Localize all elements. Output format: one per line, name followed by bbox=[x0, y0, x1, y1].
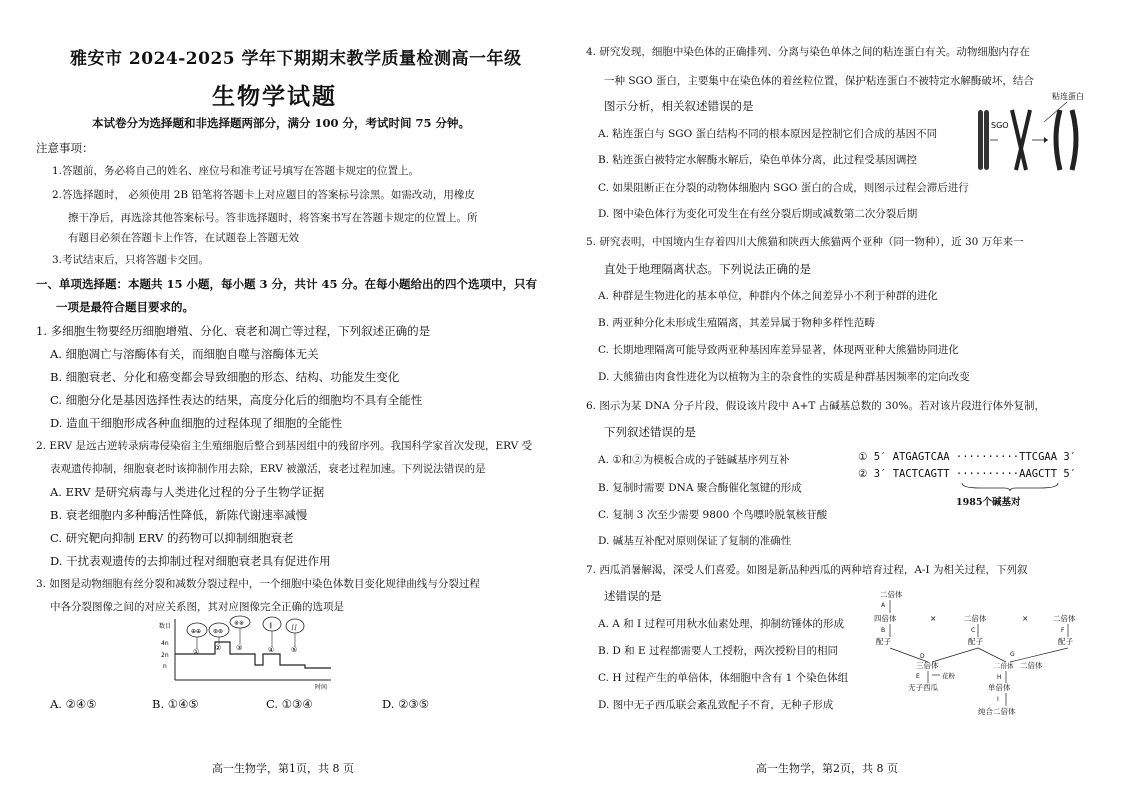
question-3-stem: 3. 如图是动物细胞有丝分裂和减数分裂过程中，一个细胞中染色体数目变化规律曲线与分裂过程 bbox=[36, 578, 480, 590]
node-diploid-g: 二倍体 bbox=[994, 662, 1014, 670]
q5-option-a: A. 种群是生物进化的基本单位，种群内个体之间差异小不利于种群的进化 bbox=[598, 290, 938, 302]
cell-image-3 bbox=[230, 616, 250, 628]
q1-option-b: B. 细胞衰老、分化和癌变都会导致细胞的形态、结构、功能发生变化 bbox=[50, 370, 400, 384]
cell-image-4 bbox=[263, 617, 281, 631]
node-gamete-right: 配子 bbox=[1058, 637, 1073, 646]
q4-option-b: B. 粘连蛋白被特定水解酶水解后，染色单体分离，此过程受基因调控 bbox=[598, 154, 917, 166]
step-a: A bbox=[881, 602, 886, 609]
q1-option-c: C. 细胞分化是基因选择性表达的结果，高度分化后的细胞均不具有全能性 bbox=[50, 393, 423, 407]
q5-option-b: B. 两亚种分化未形成生殖隔离，其差异属于物种多样性范畴 bbox=[598, 317, 875, 329]
node-tetraploid: 四倍体 bbox=[874, 614, 897, 623]
section-heading: 一、单项选择题：本题共 15 小题，每小题 3 分，共计 45 分。在每小题给出的四个选项中，只有 bbox=[36, 277, 538, 291]
q2-option-c: C. 研究靶向抑制 ERV 的药物可以抑制细胞衰老 bbox=[50, 531, 294, 545]
dna-strand-1: ① 5′ ATGAGTCAA ··········TTCGAA 3′ bbox=[858, 451, 1077, 463]
cohesin-label: 粘连蛋白 bbox=[1052, 92, 1084, 101]
marker-2: ② bbox=[215, 644, 222, 652]
q3-option-a: A. ②④⑤ bbox=[50, 697, 97, 711]
node-diploid-top: 二倍体 bbox=[880, 590, 903, 599]
q5-option-d: D. 大熊猫由肉食性进化为以植物为主的杂食性的实质是种群基因频率的定向改变 bbox=[598, 371, 970, 383]
step-g: G bbox=[1010, 651, 1015, 658]
y-axis-label: 数目 bbox=[159, 623, 172, 630]
q1-option-d: D. 造血干细胞形成各种血细胞的过程体现了细胞的全能性 bbox=[50, 416, 343, 430]
step-h: H bbox=[997, 674, 1002, 681]
y-tick-n: n bbox=[163, 663, 167, 670]
cross-1: × bbox=[930, 614, 937, 623]
chromosome-pair-2 bbox=[1012, 110, 1030, 170]
node-pollen: 花粉 bbox=[942, 672, 955, 680]
step-i: I bbox=[997, 696, 999, 703]
question-5-stem: 直处于地理隔离状态。下列说法正确的是 bbox=[604, 262, 811, 276]
step-d: D bbox=[920, 653, 925, 660]
exam-intro: 本试卷分为选择题和非选择题两部分，满分 100 分，考试时间 75 分钟。 bbox=[92, 116, 471, 130]
base-pair-count: 1985个碱基对 bbox=[956, 497, 1021, 508]
chromosome-curve-diagram bbox=[155, 614, 335, 694]
q7-option-b: B. D 和 E 过程都需要人工授粉，两次授粉目的相同 bbox=[598, 645, 838, 657]
node-pure-diploid: 纯合二倍体 bbox=[978, 707, 1016, 716]
q6-option-b: B. 复制时需要 DNA 聚合酶催化氢键的形成 bbox=[598, 482, 802, 494]
question-2-stem: 表观遗传抑制，细胞衰老时该抑制作用去除，ERV 被激活，衰老过程加速。下列说法错误的是 bbox=[50, 463, 486, 475]
q4-option-d: D. 图中染色体行为变化可发生在有丝分裂后期或减数第二次分裂后期 bbox=[598, 208, 918, 220]
y-tick-2n: 2n bbox=[161, 652, 169, 659]
node-gamete-mid: 配子 bbox=[968, 637, 983, 646]
question-6-stem: 6. 图示为某 DNA 分子片段，假设该片段中 A+T 占碱基总数的 30%。若对该片段进行体外复制， bbox=[586, 400, 1045, 412]
page-footer-right: 高一生物学，第2页，共 8 页 bbox=[756, 762, 898, 775]
node-seedless: 无子西瓜 bbox=[908, 683, 938, 692]
cross-2: × bbox=[1022, 614, 1029, 623]
svg-text:∫∫: ∫∫ bbox=[291, 624, 298, 631]
question-1-stem: 1. 多细胞生物要经历细胞增殖、分化、衰老和凋亡等过程，下列叙述正确的是 bbox=[36, 324, 431, 338]
q3-option-b: B. ①④⑤ bbox=[152, 697, 199, 711]
cell-image-2 bbox=[209, 623, 229, 637]
page-footer-left: 高一生物学，第1页，共 8 页 bbox=[212, 762, 354, 775]
step-c: C bbox=[971, 627, 976, 634]
sgo-chromosome-figure bbox=[972, 88, 1094, 174]
notes-heading: 注意事项： bbox=[36, 141, 94, 155]
question-5-stem: 5. 研究表明，中国境内生存着四川大熊猫和陕西大熊猫两个亚种（同一物种），近 30 万年来一 bbox=[586, 236, 1024, 248]
q1-option-a: A. 细胞凋亡与溶酶体有关，而细胞自噬与溶酶体无关 bbox=[50, 347, 319, 361]
q6-option-a: A. ①和②为模板合成的子链碱基序列互补 bbox=[598, 454, 790, 466]
question-2-stem: 2. ERV 是远古逆转录病毒侵染宿主生殖细胞后整合到基因组中的残留序列。我国科学家首次发现，ERV 受 bbox=[36, 440, 533, 452]
chromosome-pair-3 bbox=[1056, 110, 1076, 170]
note-line: 3.考试结束后，只将答题卡交回。 bbox=[52, 254, 210, 266]
note-line: 2.答选择题时， 必须使用 2B 铅笔将答题卡上对应题目的答案标号涂黑。如需改动，用橡皮 bbox=[52, 189, 475, 201]
svg-text:⊛⊛: ⊛⊛ bbox=[213, 628, 224, 635]
note-line: 1.答题前，务必将自己的姓名、座位号和准考证号填写在答题卡规定的位置上。 bbox=[52, 165, 420, 177]
q5-option-c: C. 长期地理隔离可能导致两亚种基因库差异显著，体现两亚种大熊猫协同进化 bbox=[598, 344, 959, 356]
marker-1: ① bbox=[193, 648, 200, 656]
step-f: F bbox=[1061, 627, 1065, 634]
step-b: B bbox=[881, 627, 886, 634]
base-pair-brace bbox=[960, 482, 1060, 492]
exam-title: 雅安市 2024-2025 学年下期期末教学质量检测高一年级 bbox=[70, 49, 522, 69]
note-line: 擦干净后，再选涂其他答案标号。答非选择题时，将答案书写在答题卡规定的位置上。所 bbox=[68, 212, 478, 224]
cell-image-1 bbox=[187, 623, 207, 637]
q3-option-c: C. ①③④ bbox=[266, 697, 313, 711]
q3-option-d: D. ②③⑤ bbox=[382, 697, 430, 711]
q4-option-c: C. 如果阻断正在分裂的动物体细胞内 SGO 蛋白的合成，则图示过程会滞后进行 bbox=[598, 182, 969, 194]
q2-option-b: B. 衰老细胞内多种酶活性降低，新陈代谢速率减慢 bbox=[50, 508, 308, 522]
q7-option-c: C. H 过程产生的单倍体，体细胞中含有 1 个染色体组 bbox=[598, 672, 849, 684]
dna-strand-2: ② 3′ TACTCAGTT ··········AAGCTT 5′ bbox=[858, 468, 1077, 480]
node-diploid-bottom: 二倍体 bbox=[1020, 661, 1043, 670]
page-2 bbox=[560, 0, 1123, 794]
q6-option-c: C. 复制 3 次至少需要 9800 个鸟嘌呤脱氧核苷酸 bbox=[598, 509, 828, 521]
question-6-stem: 下列叙述错误的是 bbox=[604, 425, 696, 439]
question-4-stem: 4. 研究发现，细胞中染色体的正确排列、分离与染色单体之间的粘连蛋白有关。动物细胞内存在 bbox=[586, 46, 1030, 58]
marker-4: ④ bbox=[268, 646, 275, 654]
q7-option-d: D. 图中无子西瓜联会紊乱致配子不育，无种子形成 bbox=[598, 699, 834, 711]
y-tick-4n: 4n bbox=[161, 640, 169, 647]
watermelon-breeding-diagram bbox=[870, 586, 1115, 720]
q2-option-a: A. ERV 是研究病毒与人类进化过程的分子生物学证据 bbox=[50, 485, 325, 499]
q4-option-a: A. 粘连蛋白与 SGO 蛋白结构不同的根本原因是控制它们合成的基因不同 bbox=[598, 128, 938, 140]
marker-5: ⑤ bbox=[291, 646, 298, 654]
subject-title: 生物学试题 bbox=[212, 83, 337, 110]
node-haploid: 单倍体 bbox=[988, 683, 1011, 692]
step-e: E bbox=[916, 673, 920, 680]
section-heading: 一项是最符合题目要求的。 bbox=[56, 300, 194, 314]
marker-3: ③ bbox=[236, 644, 243, 652]
q7-option-a: A. A 和 I 过程可用秋水仙素处理，抑制纺锤体的形成 bbox=[598, 618, 845, 630]
node-diploid-right: 二倍体 bbox=[1053, 614, 1076, 623]
page-1 bbox=[0, 0, 560, 794]
question-7-stem: 述错误的是 bbox=[604, 589, 662, 603]
svg-text:∥: ∥ bbox=[269, 622, 272, 629]
x-axis-label: 时间 bbox=[315, 684, 328, 691]
question-7-stem: 7. 西瓜消暑解渴，深受人们喜爱。如图是新品种西瓜的两种培育过程，A-I 为相关过程，下列叙 bbox=[586, 564, 1028, 576]
svg-text:⊕⊕: ⊕⊕ bbox=[191, 628, 202, 635]
q2-option-d: D. 干扰表观遗传的去抑制过程对细胞衰老具有促进作用 bbox=[50, 554, 331, 568]
sgo-label: SGO bbox=[991, 121, 1009, 130]
note-line: 有题目必须在答题卡上作答，在试题卷上答题无效 bbox=[68, 232, 299, 244]
chromosome-pair-1 bbox=[978, 110, 989, 170]
cell-image-5 bbox=[286, 619, 304, 633]
question-3-stem: 中各分裂图像之间的对应关系图，其对应图像完全正确的选项是 bbox=[50, 601, 344, 613]
q6-option-d: D. 碱基互补配对原则保证了复制的准确性 bbox=[598, 535, 792, 547]
svg-text:※※: ※※ bbox=[234, 620, 245, 627]
node-gamete-left: 配子 bbox=[876, 637, 891, 646]
question-4-stem: 图示分析，相关叙述错误的是 bbox=[604, 99, 754, 113]
node-diploid-mid: 二倍体 bbox=[964, 614, 987, 623]
question-4-stem: 一种 SGO 蛋白，主要集中在染色体的着丝粒位置，保护粘连蛋白不被特定水解酶破坏，结合 bbox=[604, 75, 1034, 87]
node-triploid: 三倍体 bbox=[916, 661, 939, 670]
